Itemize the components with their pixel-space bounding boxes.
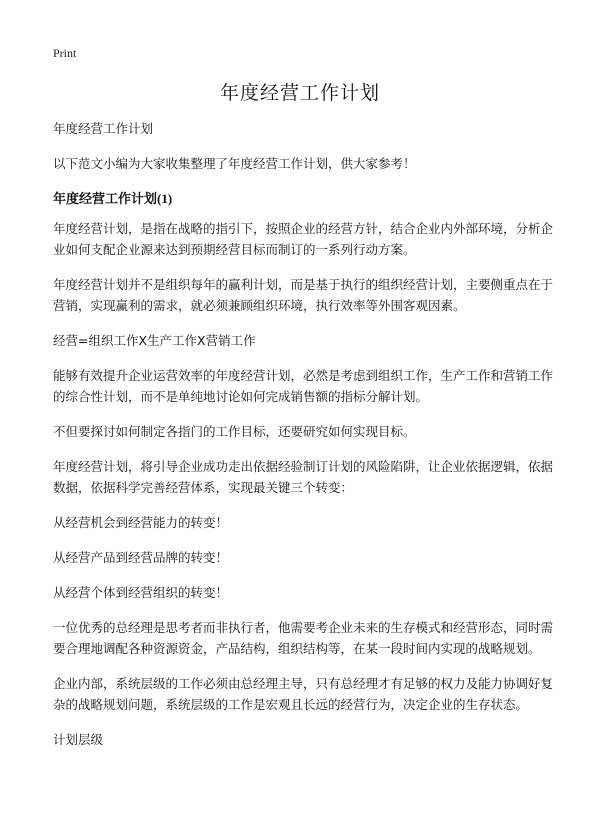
paragraph: 年度经营计划并不是组织每年的赢利计划，而是基于执行的组织经营计划，主要侧重点在于营销，实现赢利的需求，就必须兼顾组织环境，执行效率等外围客观因素。 [53, 277, 554, 313]
paragraph: 不但要探讨如何制定各指门的工作目标，还要研究如何实现目标。 [53, 424, 416, 439]
intro-paragraph: 以下范文小编为大家收集整理了年度经营工作计划，供大家参考！ [53, 156, 416, 171]
paragraph: 企业内部，系统层级的工作必须由总经理主导，只有总经理才有足够的权力及能力协调好复杂的战略规划问题，系统层级的工作是宏观且长远的经营行为，决定企业的生存状态。 [53, 676, 554, 712]
paragraph: 一位优秀的总经理是思考者而非执行者，他需要考企业未来的生存模式和经营形态，同时需要合理地调配各种资源资金，产品结构，组织结构等，在某一段时间内实现的战略规划。 [53, 620, 554, 656]
document-body [53, 118, 553, 764]
section-heading-number: (1) [157, 191, 173, 206]
transition-item: 从经营个体到经营组织的转变！ [53, 585, 229, 600]
paragraph: 年度经营计划，将引导企业成功走出依据经验制订计划的风险陷阱，让企业依据逻辑，依据数据，依据科学完善经营体系，实现最关键三个转变： [53, 459, 554, 495]
print-link[interactable]: Print [53, 46, 77, 60]
document-subtitle: 年度经营工作计划 [53, 121, 154, 136]
section-heading-text: 年度经营工作计划 [53, 192, 158, 207]
document-title: 年度经营工作计划 [219, 82, 380, 104]
formula-paragraph: 经营=组织工作X生产工作X营销工作 [53, 333, 256, 348]
paragraph: 能够有效提升企业运营效率的年度经营计划，必然是考虑到组织工作，生产工作和营销工作的综合性计划，而不是单纯地讨论如何完成销售额的指标分解计划。 [53, 368, 554, 404]
section-heading [53, 188, 553, 210]
transition-item: 从经营产品到经营品牌的转变！ [53, 550, 229, 565]
transition-item: 从经营机会到经营能力的转变！ [53, 515, 229, 530]
paragraph: 计划层级 [53, 732, 104, 747]
paragraph: 年度经营计划，是指在战略的指引下，按照企业的经营方针，结合企业内外部环境，分析企业如何支配企业源来达到预期经营目标而制订的一系列行动方案。 [53, 221, 554, 257]
